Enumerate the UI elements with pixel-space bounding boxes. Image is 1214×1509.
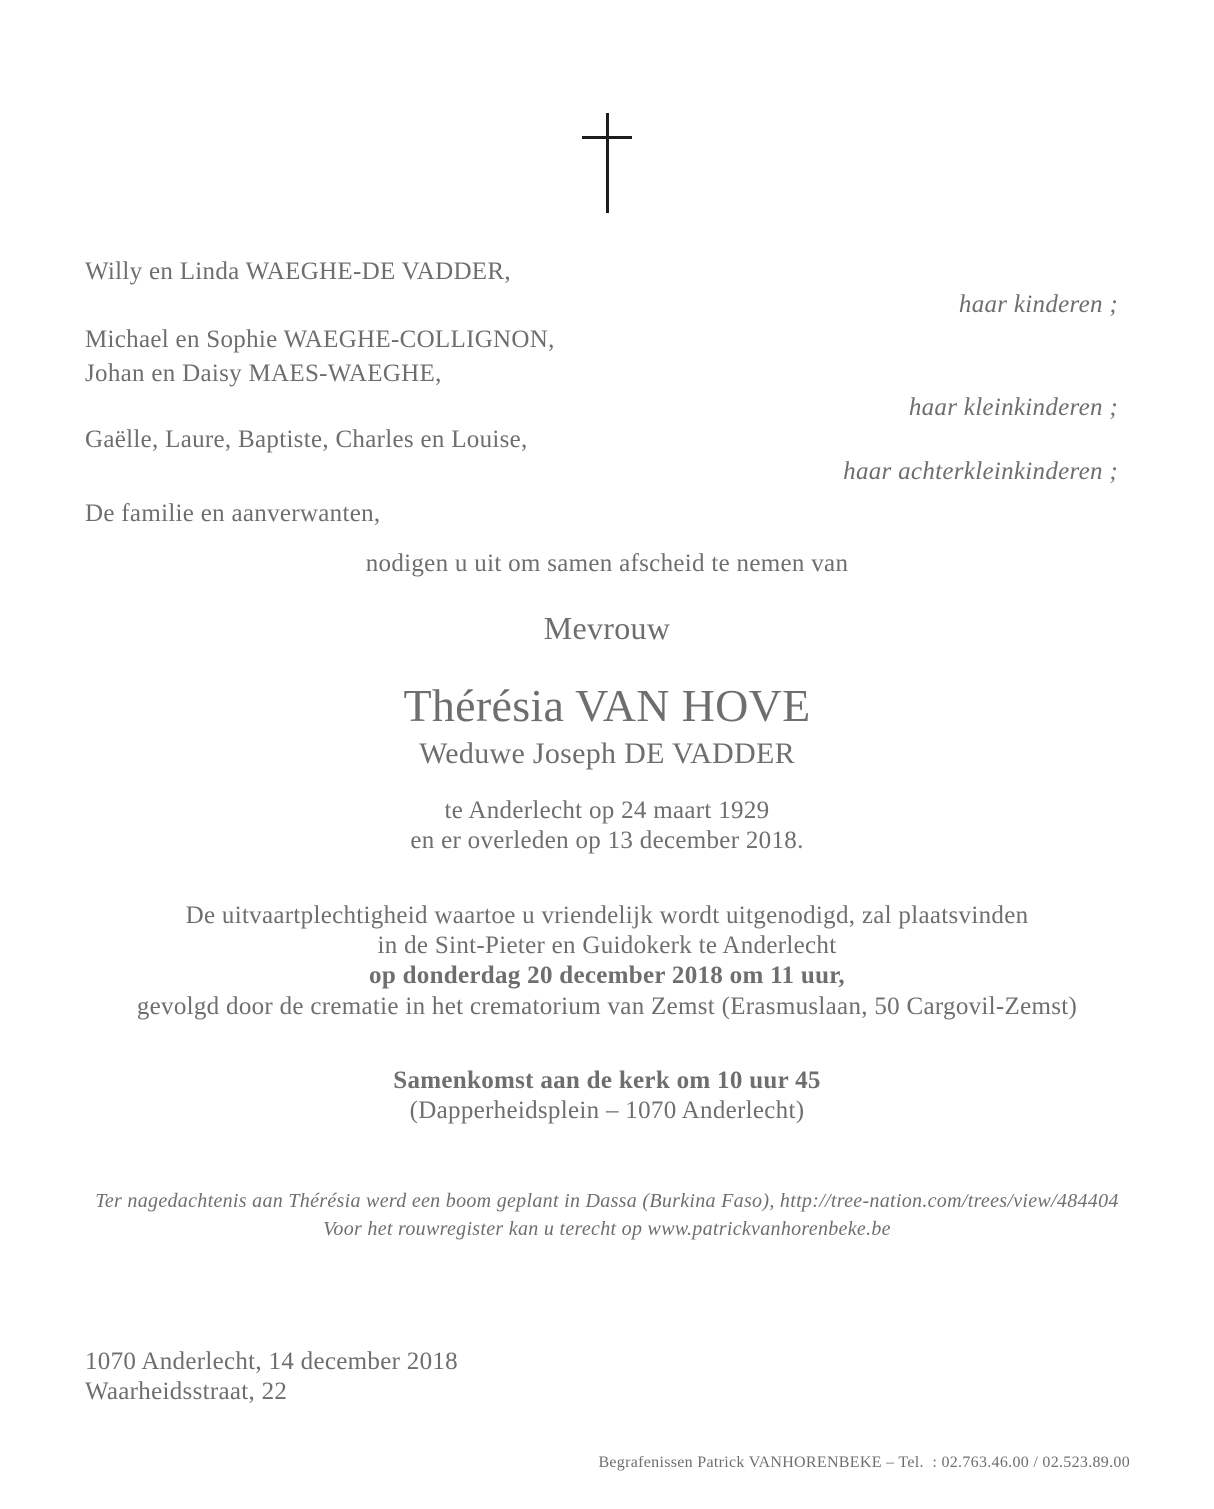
cross-horizontal-bar <box>582 136 632 139</box>
ceremony-datetime: op donderdag 20 december 2018 om 11 uur, <box>369 962 845 989</box>
family-grandchildren-names-1: Michael en Sophie WAEGHE-COLLIGNON, <box>85 326 555 353</box>
ceremony-gathering: Samenkomst aan de kerk om 10 uur 45 <box>393 1067 821 1094</box>
sender-city-date: 1070 Anderlecht, 14 december 2018 <box>85 1348 458 1375</box>
footer-funeral-home: Begrafenissen Patrick VANHORENBEKE – Tel. : 02.763.46.00 / 02.523.89.00 <box>598 1454 1130 1471</box>
family-grandchildren-label: haar kleinkinderen ; <box>908 394 1118 421</box>
cross-vertical-bar <box>606 113 609 213</box>
deceased-born: te Anderlecht op 24 maart 1929 <box>444 797 770 824</box>
deceased-name: Thérésia VAN HOVE <box>403 680 811 731</box>
ceremony-intro-line1: De uitvaartplechtigheid waartoe u vriendelijk wordt uitgenodigd, zal plaatsvinden <box>185 902 1029 929</box>
family-great-grandchildren-label: haar achterkleinkinderen ; <box>843 458 1118 485</box>
cross-icon <box>578 110 638 220</box>
family-grandchildren-names-2: Johan en Daisy MAES-WAEGHE, <box>85 360 442 387</box>
deceased-salutation: Mevrouw <box>543 610 671 646</box>
family-children-label: haar kinderen ; <box>958 291 1118 318</box>
memorial-register-note: Voor het rouwregister kan u terecht op www.patrickvanhorenbeke.be <box>323 1218 891 1240</box>
family-relatives: De familie en aanverwanten, <box>85 500 381 527</box>
family-children-names: Willy en Linda WAEGHE-DE VADDER, <box>85 258 511 285</box>
ceremony-cremation: gevolgd door de crematie in het crematorium van Zemst (Erasmuslaan, 50 Cargovil-Zemst) <box>136 993 1078 1020</box>
deceased-died: en er overleden op 13 december 2018. <box>410 827 804 854</box>
deceased-widow-of: Weduwe Joseph DE VADDER <box>419 737 795 770</box>
memorial-tree-note: Ter nagedachtenis aan Thérésia werd een boom geplant in Dassa (Burkina Faso), http://tree-nation.com/trees/view/484404 <box>95 1190 1119 1212</box>
ceremony-gathering-location: (Dapperheidsplein – 1070 Anderlecht) <box>409 1097 805 1124</box>
invitation-line: nodigen u uit om samen afscheid te nemen van <box>365 550 849 577</box>
sender-street: Waarheidsstraat, 22 <box>85 1378 288 1405</box>
family-great-grandchildren-names: Gaëlle, Laure, Baptiste, Charles en Louise, <box>85 426 528 453</box>
ceremony-intro-line2: in de Sint-Pieter en Guidokerk te Anderlecht <box>377 932 837 959</box>
